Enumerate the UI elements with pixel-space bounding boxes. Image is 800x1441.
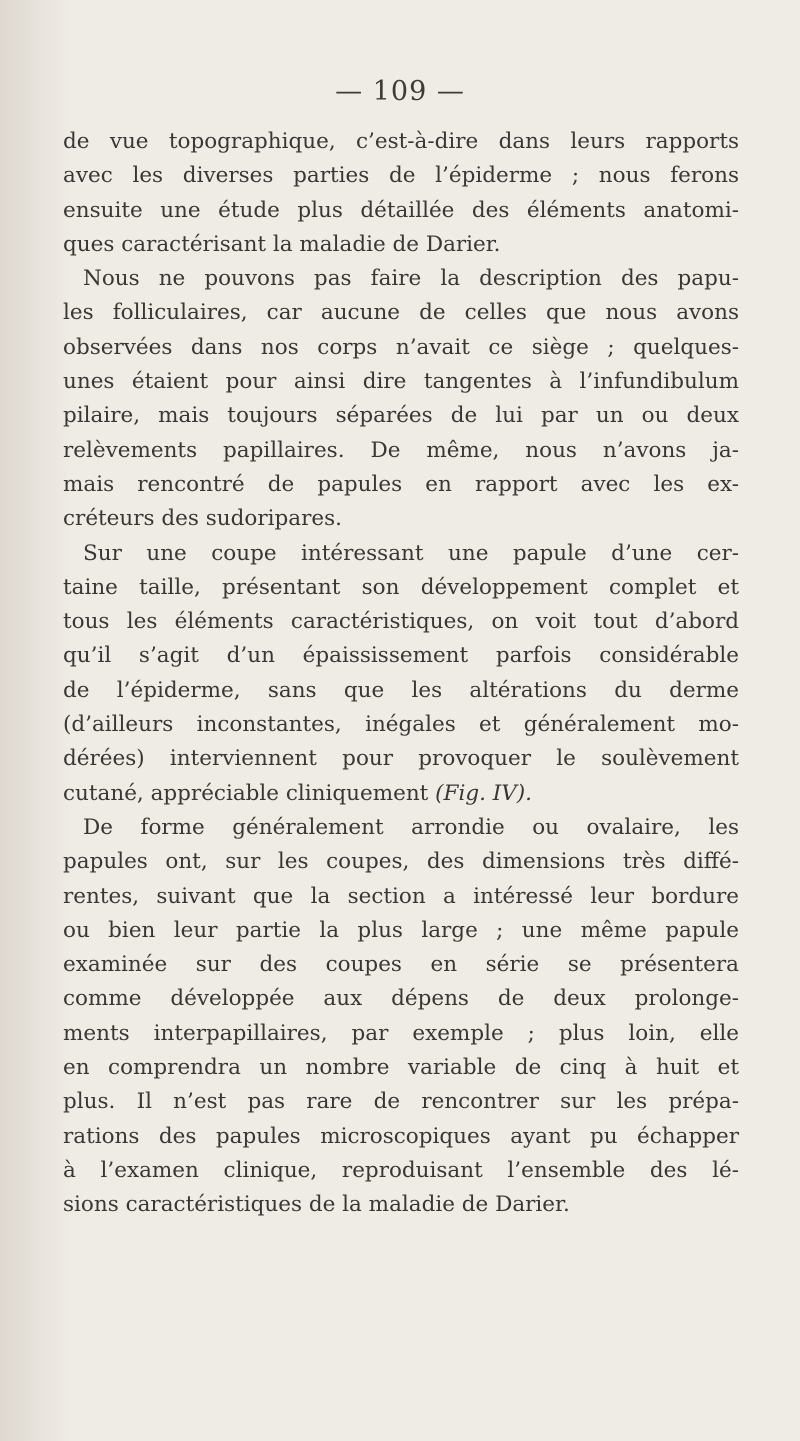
text-line-content: rentes, suivant que la section a intéressé leur bordure <box>63 883 739 909</box>
text-line <box>63 502 739 536</box>
page-number: — 109 — <box>335 76 465 107</box>
text-line-content: cutané, appréciable cliniquement <box>63 780 429 806</box>
text-line <box>63 399 739 433</box>
text-line <box>63 1085 739 1119</box>
text-line-content: en comprendra un nombre variable de cinq à huit et <box>63 1055 739 1081</box>
text-line <box>63 982 739 1016</box>
text-line-content: relèvements papillaires. De même, nous n’avons ja- <box>63 437 739 463</box>
text-line <box>63 468 739 502</box>
text-line <box>63 777 739 811</box>
text-line <box>63 434 739 468</box>
text-line-content: papules ont, sur les coupes, des dimensions très diffé- <box>63 849 739 875</box>
text-line-content: ques caractérisant la maladie de Darier. <box>63 231 501 257</box>
text-line <box>63 1120 739 1154</box>
text-line-content: dérées) interviennent pour provoquer le soulèvement <box>63 746 739 772</box>
text-line <box>63 639 739 673</box>
text-line-content: De forme généralement arrondie ou ovalaire, les <box>83 814 739 840</box>
text-line <box>63 1051 739 1085</box>
text-line-content: taine taille, présentant son développement complet et <box>63 574 739 600</box>
body-text <box>63 125 739 1223</box>
text-line <box>63 708 739 742</box>
text-line <box>63 125 739 159</box>
text-line <box>63 194 739 228</box>
text-line-content: mais rencontré de papules en rapport avec les ex- <box>63 471 739 497</box>
text-line-content: pilaire, mais toujours séparées de lui par un ou deux <box>63 403 739 429</box>
text-line-content: sions caractéristiques de la maladie de Darier. <box>63 1192 570 1218</box>
figure-reference: (Fig. IV). <box>428 780 533 806</box>
text-line-content: ou bien leur partie la plus large ; une même papule <box>63 917 739 943</box>
text-line-content: Sur une coupe intéressant une papule d’une cer- <box>83 540 739 566</box>
text-line <box>63 1188 739 1222</box>
text-line-content: rations des papules microscopiques ayant pu échapper <box>63 1123 739 1149</box>
text-line <box>63 742 739 776</box>
text-line-content: tous les éléments caractéristiques, on voit tout d’abord <box>63 609 739 635</box>
text-line <box>63 262 739 296</box>
text-line-content: à l’examen clinique, reproduisant l’ensemble des lé- <box>63 1157 739 1183</box>
text-line-content: plus. Il n’est pas rare de rencontrer sur les prépa- <box>63 1089 739 1115</box>
text-line-content: (d’ailleurs inconstantes, inégales et généralement mo- <box>63 712 739 738</box>
text-line <box>63 948 739 982</box>
text-line <box>63 159 739 193</box>
text-line-content: de l’épiderme, sans que les altérations du derme <box>63 677 739 703</box>
text-line <box>63 1154 739 1188</box>
text-line-content: ments interpapillaires, par exemple ; plus loin, elle <box>63 1020 739 1046</box>
text-line <box>63 331 739 365</box>
text-line <box>63 228 739 262</box>
text-line <box>63 605 739 639</box>
text-line-content: comme développée aux dépens de deux prolonge- <box>63 986 739 1012</box>
text-line-content: observées dans nos corps n’avait ce siège ; quelques- <box>63 334 739 360</box>
text-line-content: ensuite une étude plus détaillée des éléments anatomi- <box>63 197 739 223</box>
text-line-content: examinée sur des coupes en série se présentera <box>63 952 739 978</box>
text-line-content: qu’il s’agit d’un épaississement parfois considérable <box>63 643 739 669</box>
text-line-content: Nous ne pouvons pas faire la description des papu- <box>83 266 739 292</box>
text-line <box>63 811 739 845</box>
text-line <box>63 880 739 914</box>
text-line-content: les folliculaires, car aucune de celles que nous avons <box>63 300 739 326</box>
text-line <box>63 537 739 571</box>
text-line <box>63 296 739 330</box>
text-line-content: unes étaient pour ainsi dire tangentes à l’infundibulum <box>63 369 739 395</box>
text-line <box>63 571 739 605</box>
text-line <box>63 365 739 399</box>
text-line-content: avec les diverses parties de l’épiderme ; nous ferons <box>63 163 739 189</box>
text-line-content: de vue topographique, c’est-à-dire dans leurs rapports <box>63 129 739 154</box>
text-line <box>63 674 739 708</box>
text-line <box>63 845 739 879</box>
text-line-content: créteurs des sudoripares. <box>63 506 342 532</box>
text-line <box>63 914 739 948</box>
text-line <box>63 1017 739 1051</box>
